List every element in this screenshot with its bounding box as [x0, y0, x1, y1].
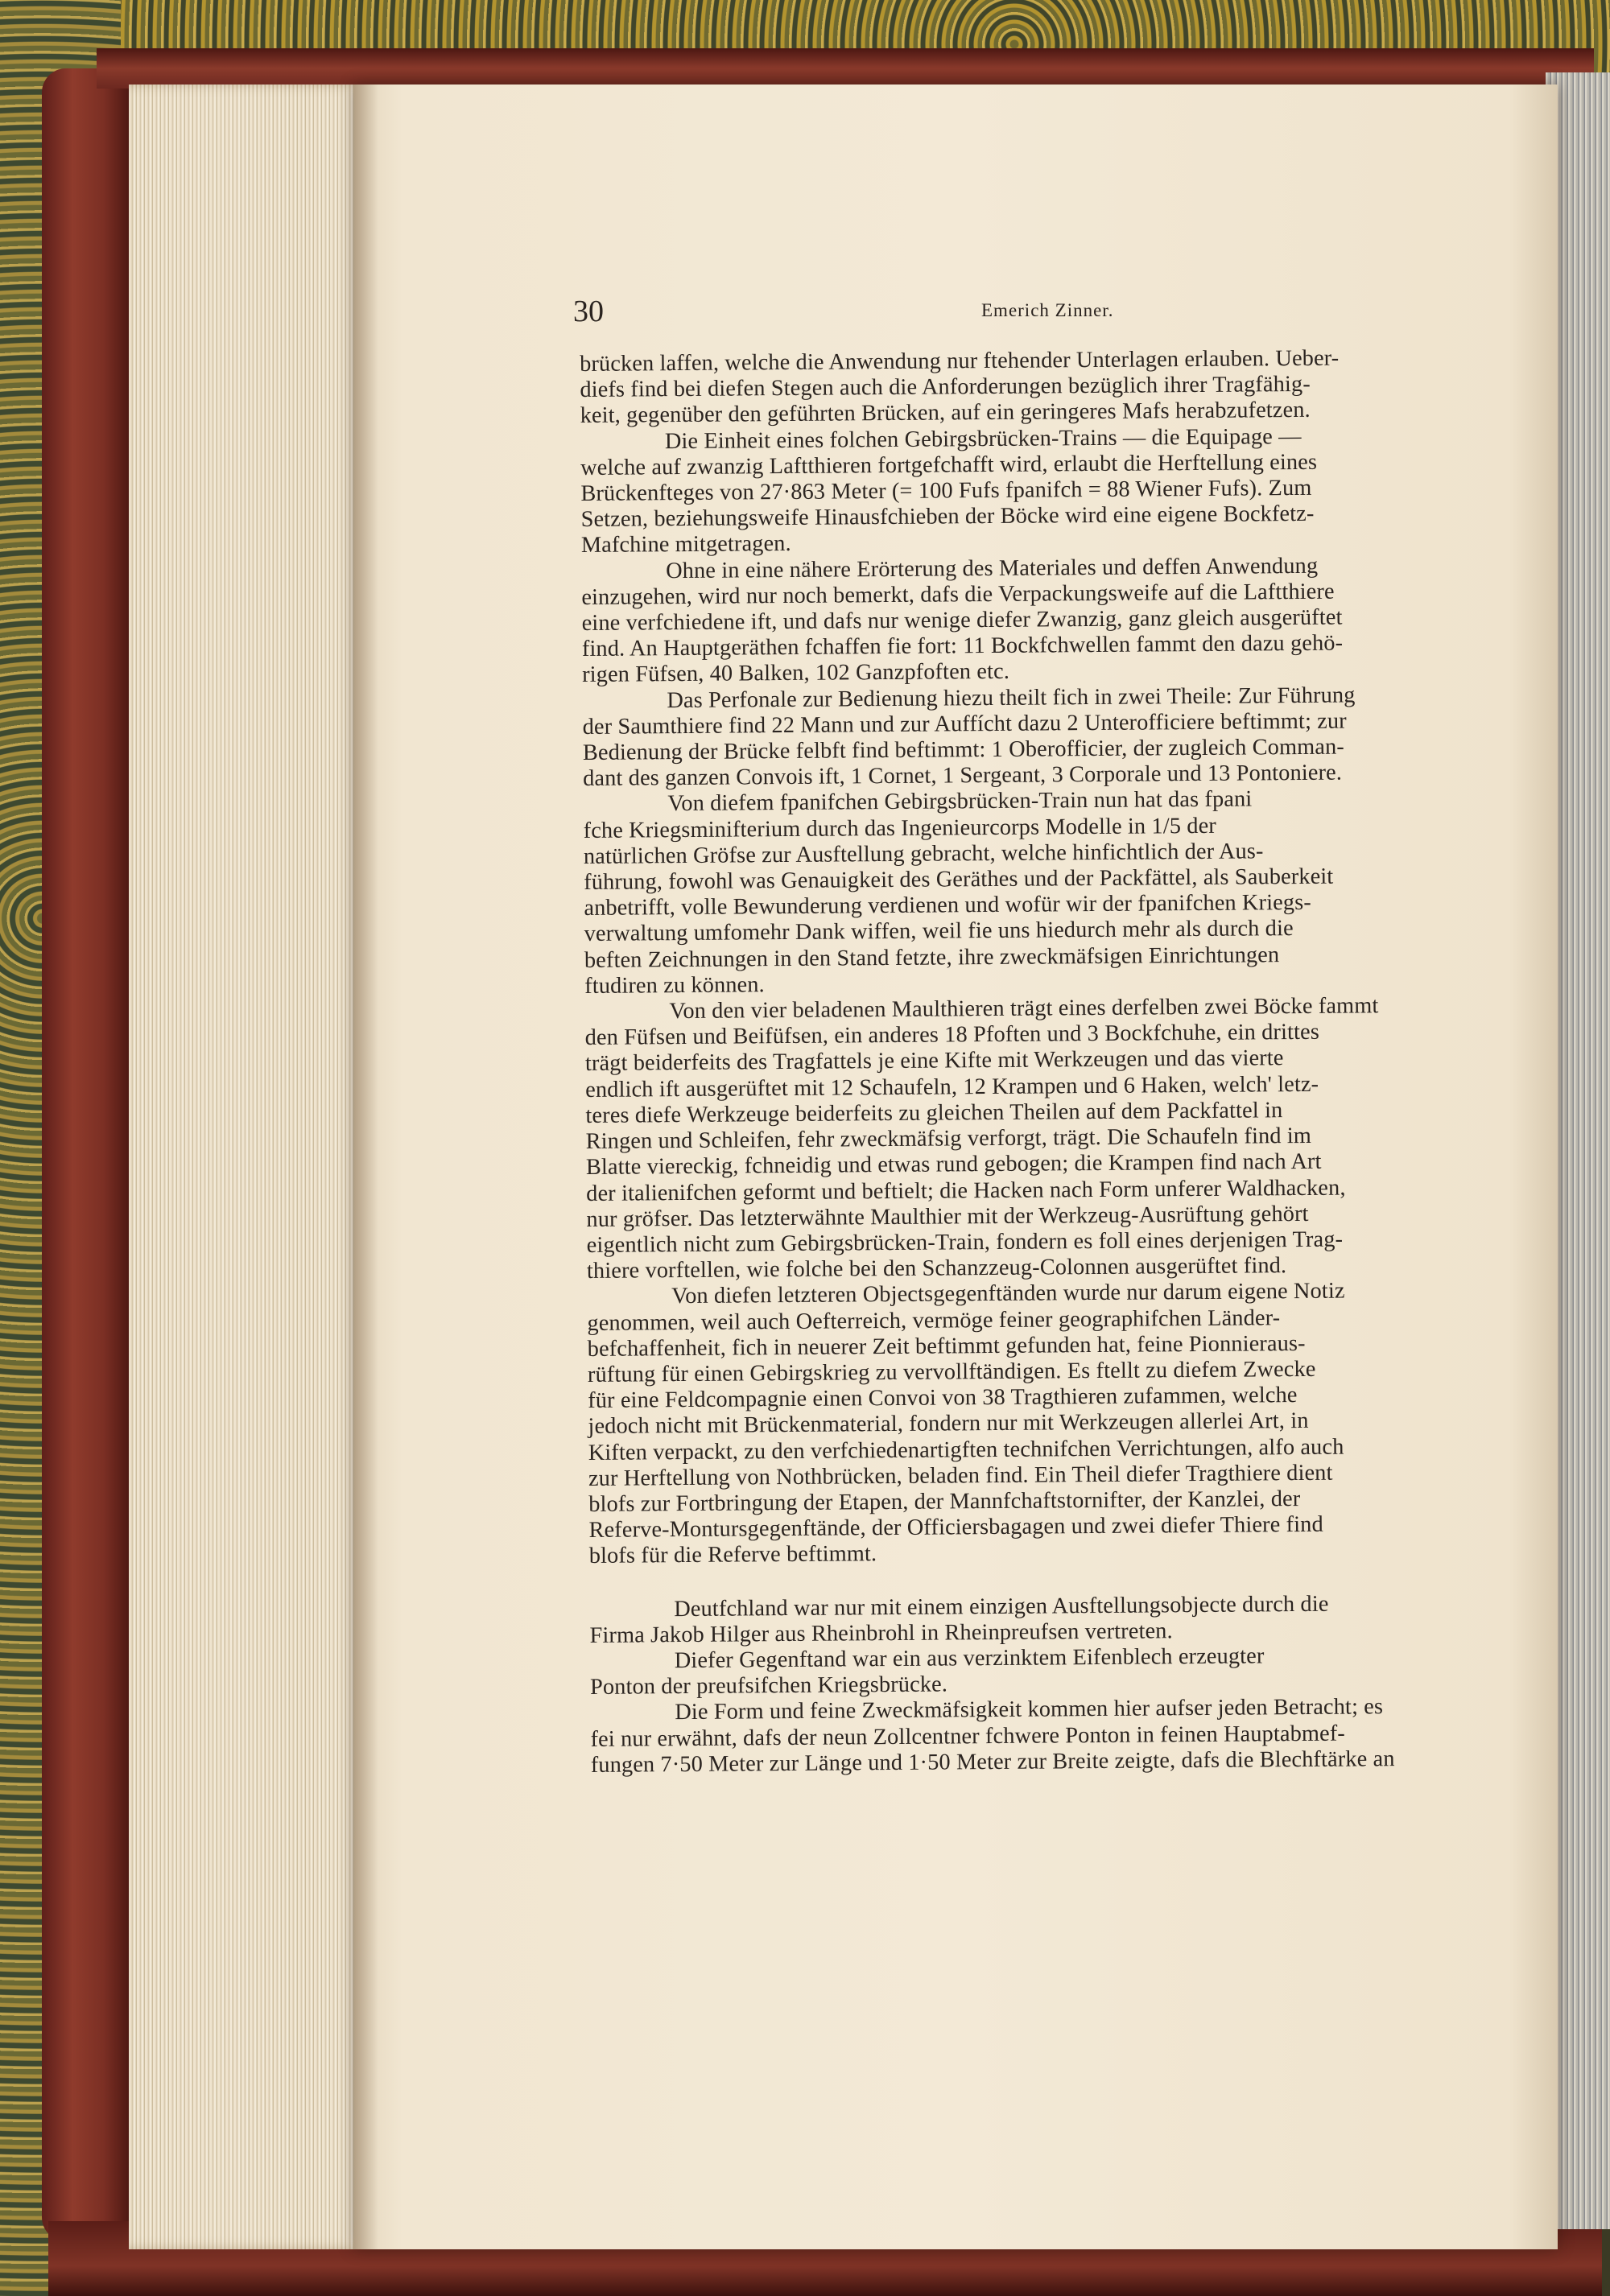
- leather-binding-left: [42, 68, 130, 2241]
- text-line: Das Perfonale zur Bedienung hiezu theilt fich in zwei Theile: Zur Führung: [667, 682, 1356, 713]
- text-line: teres diefe Werkzeuge beiderfeits zu gleichen Theilen auf dem Packfattel in: [585, 1098, 1283, 1128]
- text-line: thiere vorftellen, wie folche bei den Schanzzeug-Colonnen ausgerüftet find.: [586, 1253, 1287, 1284]
- text-line: dant des ganzen Convois ift, 1 Cornet, 1 Sergeant, 3 Corporale und 13 Pontoniere.: [583, 760, 1343, 792]
- text-line: diefs find bei diefen Stegen auch die Anforderungen bezüglich ihrer Tragfähig-: [580, 372, 1311, 403]
- text-line: Die Einheit eines folchen Gebirgsbrücken-Trains — die Equipage —: [664, 423, 1302, 454]
- text-line: Kiften verpackt, zu den verfchiedenartigften technifchen Verrichtungen, alfo auch: [588, 1434, 1344, 1465]
- body-text: [580, 344, 1565, 1778]
- text-line: Deutfchland war nur mit einem einzigen Ausftellungsobjecte durch die: [674, 1591, 1329, 1622]
- text-line: Die Form und feine Zweckmäfsigkeit kommen hier aufser jeden Betracht; es: [675, 1694, 1384, 1725]
- text-line: rüftung für einen Gebirgskrieg zu vervollftändigen. Es ftellt zu diefem Zwecke: [587, 1356, 1316, 1387]
- text-line: fche Kriegsminifterium durch das Ingenieurcorps Modelle in 1/5 der: [583, 813, 1217, 843]
- text-line: Setzen, beziehungsweife Hinausfchieben der Böcke wird eine eigene Bockfetz-: [580, 501, 1315, 533]
- text-line: Diefer Gegenftand war ein aus verzinktem Eifenblech erzeugter: [674, 1643, 1265, 1674]
- page-number: 30: [573, 295, 604, 328]
- text-line: welche auf zwanzig Laftthieren fortgefchafft wird, erlaubt die Herftellung eines: [580, 449, 1318, 480]
- text-line: Blatte viereckig, fchneidig und etwas rund gebogen; die Krampen find nach Art: [585, 1149, 1322, 1181]
- text-line: der italienifchen geformt und beftielt; die Hacken nach Form unferer Waldhacken,: [586, 1175, 1346, 1206]
- text-line: zur Herftellung von Nothbrücken, beladen find. Ein Theil diefer Tragthiere dient: [588, 1460, 1333, 1491]
- text-line: nur gröfser. Das letzterwähnte Maulthier mit der Werkzeug-Ausrüftung gehört: [586, 1201, 1309, 1232]
- text-line: blofs zur Fortbringung der Etapen, der Mannfchaftstornifter, der Kanzlei, der: [588, 1486, 1301, 1517]
- text-line: rigen Füfsen, 40 Balken, 102 Ganzpfoften etc.: [582, 659, 1010, 688]
- text-line: Ponton der preufsifchen Kriegsbrücke.: [589, 1672, 948, 1700]
- running-head: Emerich Zinner.: [981, 300, 1114, 320]
- text-line: für eine Feldcompagnie einen Convoi von 38 Tragthieren zufammen, welche: [588, 1383, 1298, 1414]
- text-line: brücken laffen, welche die Anwendung nur ftehender Unterlagen erlauben. Ueber-: [580, 345, 1340, 377]
- text-line: Von diefen letzteren Objectsgegenftänden wurde nur darum eigene Notiz: [671, 1278, 1345, 1309]
- text-line: Firma Jakob Hilger aus Rheinbrohl in Rheinpreufsen vertreten.: [589, 1618, 1173, 1648]
- text-line: den Füfsen und Beifüfsen, ein anderes 18 Pfoften und 3 Bockfchuhe, ein drittes: [584, 1020, 1320, 1051]
- text-line: Brückenfteges von 27·863 Meter (= 100 Fufs fpanifch = 88 Wiener Fufs). Zum: [580, 475, 1312, 507]
- text-line: Von diefem fpanifchen Gebirgsbrücken-Train nun hat das fpani: [667, 786, 1253, 817]
- page-header: [573, 294, 1539, 342]
- text-line: führung, fowohl was Genauigkeit des Geräthes und der Packfättel, als Sauberkeit: [584, 864, 1334, 896]
- page-block-edges: [129, 85, 377, 2249]
- text-line: verwaltung umfomehr Dank wiffen, weil fie uns hiedurch mehr als durch die: [584, 916, 1294, 947]
- text-line: Bedienung der Brücke felbft find beftimmt: 1 Oberofficier, der zugleich Comman-: [582, 734, 1345, 766]
- text-line: einzugehen, wird nur noch bemerkt, dafs die Verpackungsweife auf die Laftthiere: [581, 579, 1335, 610]
- text-line: ftudiren zu können.: [584, 972, 765, 999]
- text-line: eigentlich nicht zum Gebirgsbrücken-Train, fondern es foll eines derjenigen Trag-: [586, 1226, 1344, 1258]
- text-line: Mafchine mitgetragen.: [580, 531, 791, 559]
- text-line: anbetrifft, volle Bewunderung verdienen und wofür wir der fpanifchen Kriegs-: [584, 890, 1312, 921]
- text-line: beften Zeichnungen in den Stand fetzte, ihre zweckmäfsigen Einrichtungen: [584, 942, 1280, 973]
- leather-binding-top: [97, 48, 1594, 89]
- gutter-shadow: [354, 85, 378, 2249]
- text-line: trägt beiderfeits des Tragfattels je eine Kifte mit Werkzeugen und das vierte: [584, 1045, 1284, 1077]
- text-line: natürlichen Gröfse zur Ausftellung gebracht, welche hinfichtlich der Aus-: [583, 839, 1264, 869]
- text-line: find. An Hauptgeräthen fchaffen fie fort: 11 Bockfchwellen fammt den dazu gehö-: [581, 630, 1344, 662]
- text-line: eine verfchiedene ift, und dafs nur wenige diefer Zwanzig, ganz gleich ausgerüftet: [581, 604, 1343, 637]
- text-line: jedoch nicht mit Brückenmaterial, fondern nur mit Werkzeugen allerlei Art, in: [588, 1408, 1309, 1440]
- text-line: fei nur erwähnt, dafs der neun Zollcentner fchwere Ponton in feinen Hauptabmef-: [590, 1721, 1346, 1752]
- text-line: Referve-Montursgegenftände, der Officiersbagagen und zwei diefer Thiere find: [588, 1511, 1323, 1544]
- text-line: blofs für die Referve beftimmt.: [588, 1541, 877, 1569]
- text-line: genommen, weil auch Oefterreich, vermöge feiner geographifchen Länder-: [587, 1305, 1281, 1336]
- text-line: Ohne in eine nähere Erörterung des Materiales und deffen Anwendung: [666, 553, 1319, 583]
- text-line: keit, gegenüber den geführten Brücken, auf ein geringeres Mafs herabzufetzen.: [580, 398, 1311, 429]
- text-line: fungen 7·50 Meter zur Länge und 1·50 Meter zur Breite zeigte, dafs die Blechftärke an: [590, 1746, 1395, 1778]
- text-line: der Saumthiere find 22 Mann und zur Auffícht dazu 2 Unterofficiere beftimmt; zur: [582, 708, 1347, 740]
- text-line: endlich ift ausgerüftet mit 12 Schaufeln, 12 Krampen und 6 Haken, welch' letz-: [585, 1071, 1319, 1103]
- text-line: befchaffenheit, fich in neuerer Zeit beftimmt gefunden hat, feine Pionnieraus-: [587, 1330, 1306, 1362]
- text-line: Von den vier beladenen Maulthieren trägt eines derfelben zwei Böcke fammt: [669, 993, 1379, 1024]
- text-line: Ringen und Schleifen, fehr zweckmäfsig verforgt, trägt. Die Schaufeln find im: [585, 1123, 1312, 1155]
